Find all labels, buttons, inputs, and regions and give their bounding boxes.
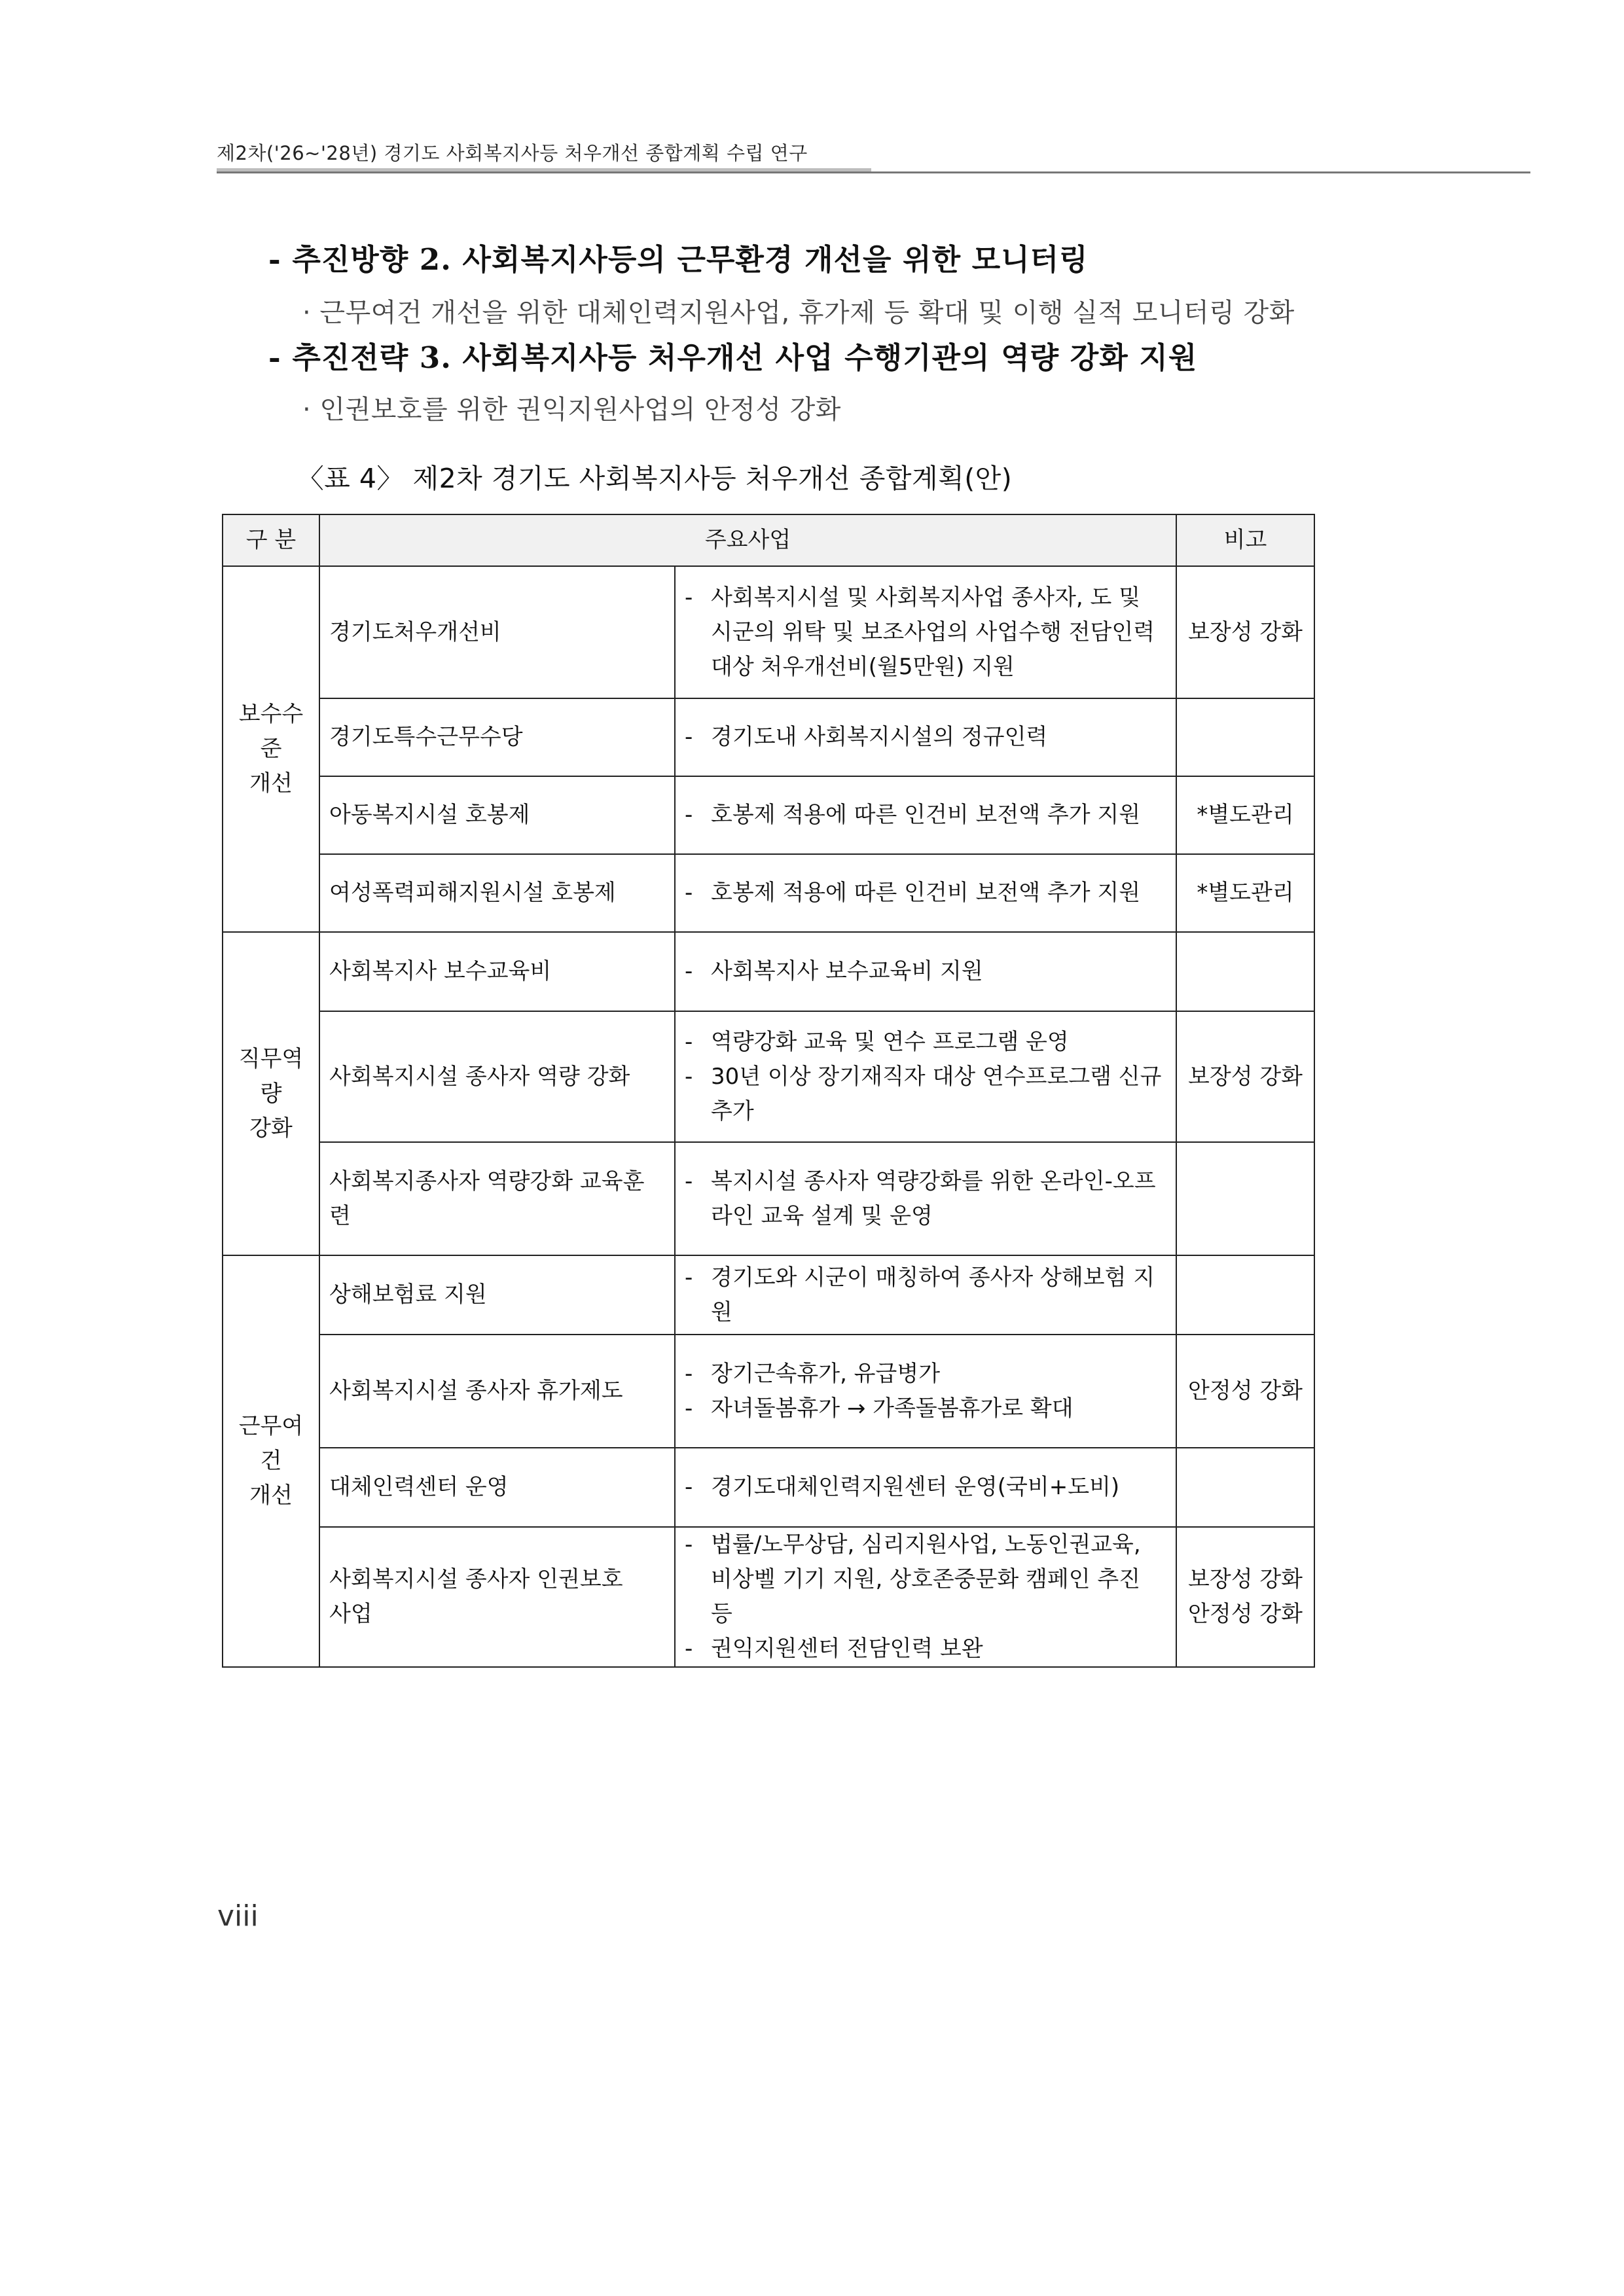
page-number: viii xyxy=(217,1899,259,1933)
note-text: 안정성 강화 xyxy=(1188,1378,1303,1404)
description-item xyxy=(685,1164,1166,1234)
note-cell xyxy=(1176,1335,1314,1448)
table-row xyxy=(223,1527,1314,1667)
description-item xyxy=(685,581,1166,685)
table-row xyxy=(223,1255,1314,1335)
note-cell xyxy=(1176,1255,1314,1335)
description-item xyxy=(685,798,1166,833)
description-cell xyxy=(675,1527,1176,1667)
description-item xyxy=(685,1357,1166,1391)
note-cell xyxy=(1176,854,1314,932)
dash-marker: - xyxy=(685,724,693,750)
business-cell xyxy=(319,854,675,932)
header-rule-thin xyxy=(217,171,1530,173)
strategy-heading-2: - 추진방향 2. 사회복지사등의 근무환경 개선을 위한 모니터링 xyxy=(268,242,1089,277)
note-cell xyxy=(1176,698,1314,776)
header-note: 비고 xyxy=(1176,514,1314,566)
description-text: 법률/노무상담, 심리지원사업, 노동인권교육, 비상벨 기기 지원, 상호존중문화 캠페인 추진 등 xyxy=(711,1532,1141,1627)
business-name: 경기도처우개선비 xyxy=(329,619,501,645)
description-cell xyxy=(675,1335,1176,1448)
dash-marker: - xyxy=(685,958,693,984)
category-cell xyxy=(223,932,319,1255)
table-row xyxy=(223,1448,1314,1527)
note-text: 보장성 강화 xyxy=(1188,1566,1303,1592)
strategy-bullet-2: · 근무여건 개선을 위한 대체인력지원사업, 휴가제 등 확대 및 이행 실적 모니터링 강화 xyxy=(302,298,1295,328)
description-item xyxy=(685,954,1166,989)
business-name: 사업 xyxy=(329,1601,372,1627)
description-cell xyxy=(675,854,1176,932)
business-name: 상해보험료 지원 xyxy=(329,1282,487,1308)
description-item xyxy=(685,1025,1166,1060)
description-text: 사회복지사 보수교육비 지원 xyxy=(711,958,983,984)
business-name: 사회복지시설 종사자 역량 강화 xyxy=(329,1063,630,1090)
strategy-heading-3: - 추진전략 3. 사회복지사등 처우개선 사업 수행기관의 역량 강화 지원 xyxy=(268,340,1198,375)
business-cell xyxy=(319,932,675,1011)
business-cell xyxy=(319,566,675,698)
dash-marker: - xyxy=(685,1395,693,1422)
description-cell xyxy=(675,932,1176,1011)
description-text: 사회복지시설 및 사회복지사업 종사자, 도 및 시군의 위탁 및 보조사업의 사업수행 전담인력 대상 처우개선비(월5만원) 지원 xyxy=(711,584,1155,680)
category-label: 개선 xyxy=(249,770,293,797)
description-cell xyxy=(675,776,1176,854)
description-item xyxy=(685,1470,1166,1505)
note-cell xyxy=(1176,1011,1314,1142)
table-row xyxy=(223,932,1314,1011)
description-text: 호봉제 적용에 따른 인건비 보전액 추가 지원 xyxy=(711,880,1141,906)
dash-marker: - xyxy=(685,1360,693,1387)
note-text: 안정성 강화 xyxy=(1188,1601,1303,1627)
description-cell xyxy=(675,698,1176,776)
business-cell xyxy=(319,1527,675,1667)
table-row xyxy=(223,698,1314,776)
dash-marker: - xyxy=(685,1636,693,1662)
description-item xyxy=(685,876,1166,910)
header-category: 구 분 xyxy=(223,514,319,566)
description-text: 30년 이상 장기재직자 대상 연수프로그램 신규 추가 xyxy=(711,1063,1162,1124)
description-cell xyxy=(675,566,1176,698)
description-text: 복지시설 종사자 역량강화를 위한 온라인-오프라인 교육 설계 및 운영 xyxy=(711,1168,1156,1229)
dash-marker: - xyxy=(685,1532,693,1558)
description-item xyxy=(685,720,1166,755)
business-name: 사회복지사 보수교육비 xyxy=(329,958,552,984)
description-cell xyxy=(675,1255,1176,1335)
description-text: 호봉제 적용에 따른 인건비 보전액 추가 지원 xyxy=(711,802,1141,828)
table-row xyxy=(223,854,1314,932)
description-text: 장기근속휴가, 유급병가 xyxy=(711,1360,941,1387)
table-row xyxy=(223,1335,1314,1448)
description-item xyxy=(685,1060,1166,1129)
dash-marker: - xyxy=(685,1063,693,1090)
description-text: 역량강화 교육 및 연수 프로그램 운영 xyxy=(711,1028,1069,1055)
dash-marker: - xyxy=(685,1028,693,1055)
business-name: 사회복지시설 종사자 휴가제도 xyxy=(329,1378,623,1404)
note-cell xyxy=(1176,1527,1314,1667)
table-row xyxy=(223,776,1314,854)
category-label: 보수수준 xyxy=(238,701,304,762)
description-item xyxy=(685,1261,1166,1330)
header-main: 주요사업 xyxy=(319,514,1176,566)
table-caption: 〈표 4〉 제2차 경기도 사회복지사등 처우개선 종합계획(안) xyxy=(297,463,1013,494)
note-cell xyxy=(1176,1142,1314,1255)
business-cell xyxy=(319,1142,675,1255)
description-text: 권익지원센터 전담인력 보완 xyxy=(711,1636,983,1662)
note-text: 보장성 강화 xyxy=(1188,1063,1303,1090)
description-text: 경기도내 사회복지시설의 정규인력 xyxy=(711,724,1048,750)
business-name: 사회복지종사자 역량강화 교육훈련 xyxy=(329,1168,645,1229)
category-label: 근무여건 xyxy=(238,1413,304,1474)
strategy-bullet-3: · 인권보호를 위한 권익지원사업의 안정성 강화 xyxy=(302,395,841,425)
business-name: 여성폭력피해지원시설 호봉제 xyxy=(329,880,616,906)
table-row xyxy=(223,1011,1314,1142)
description-item xyxy=(685,1391,1166,1426)
note-cell xyxy=(1176,566,1314,698)
business-cell xyxy=(319,1448,675,1527)
note-text: *별도관리 xyxy=(1197,802,1294,828)
business-cell xyxy=(319,1335,675,1448)
table-header-row xyxy=(223,514,1314,566)
business-name: 사회복지시설 종사자 인권보호 xyxy=(329,1566,623,1592)
description-text: 경기도대체인력지원센터 운영(국비+도비) xyxy=(711,1474,1120,1500)
dash-marker: - xyxy=(685,1474,693,1500)
note-cell xyxy=(1176,932,1314,1011)
description-cell xyxy=(675,1448,1176,1527)
business-cell xyxy=(319,698,675,776)
category-cell xyxy=(223,566,319,932)
business-cell xyxy=(319,1011,675,1142)
table-row xyxy=(223,1142,1314,1255)
category-label: 직무역량 xyxy=(238,1045,304,1107)
description-text: 자녀돌봄휴가 → 가족돌봄휴가로 확대 xyxy=(711,1395,1074,1422)
description-cell xyxy=(675,1142,1176,1255)
note-cell xyxy=(1176,1448,1314,1527)
dash-marker: - xyxy=(685,1168,693,1194)
business-cell xyxy=(319,1255,675,1335)
plan-table xyxy=(222,514,1315,1668)
dash-marker: - xyxy=(685,584,693,611)
note-cell xyxy=(1176,776,1314,854)
business-cell xyxy=(319,776,675,854)
business-name: 아동복지시설 호봉제 xyxy=(329,802,530,828)
table-row xyxy=(223,566,1314,698)
dash-marker: - xyxy=(685,1264,693,1291)
note-text: *별도관리 xyxy=(1197,880,1294,906)
category-label: 강화 xyxy=(249,1115,293,1141)
business-name: 대체인력센터 운영 xyxy=(329,1474,509,1500)
description-text: 경기도와 시군이 매칭하여 종사자 상해보험 지원 xyxy=(711,1264,1155,1325)
description-cell xyxy=(675,1011,1176,1142)
description-item xyxy=(685,1528,1166,1632)
dash-marker: - xyxy=(685,802,693,828)
category-label: 개선 xyxy=(249,1482,293,1509)
note-text: 보장성 강화 xyxy=(1188,619,1303,645)
category-cell xyxy=(223,1255,319,1667)
business-name: 경기도특수근무수당 xyxy=(329,724,523,750)
dash-marker: - xyxy=(685,880,693,906)
running-header: 제2차('26~'28년) 경기도 사회복지사등 처우개선 종합계획 수립 연구 xyxy=(217,142,808,164)
description-item xyxy=(685,1632,1166,1666)
